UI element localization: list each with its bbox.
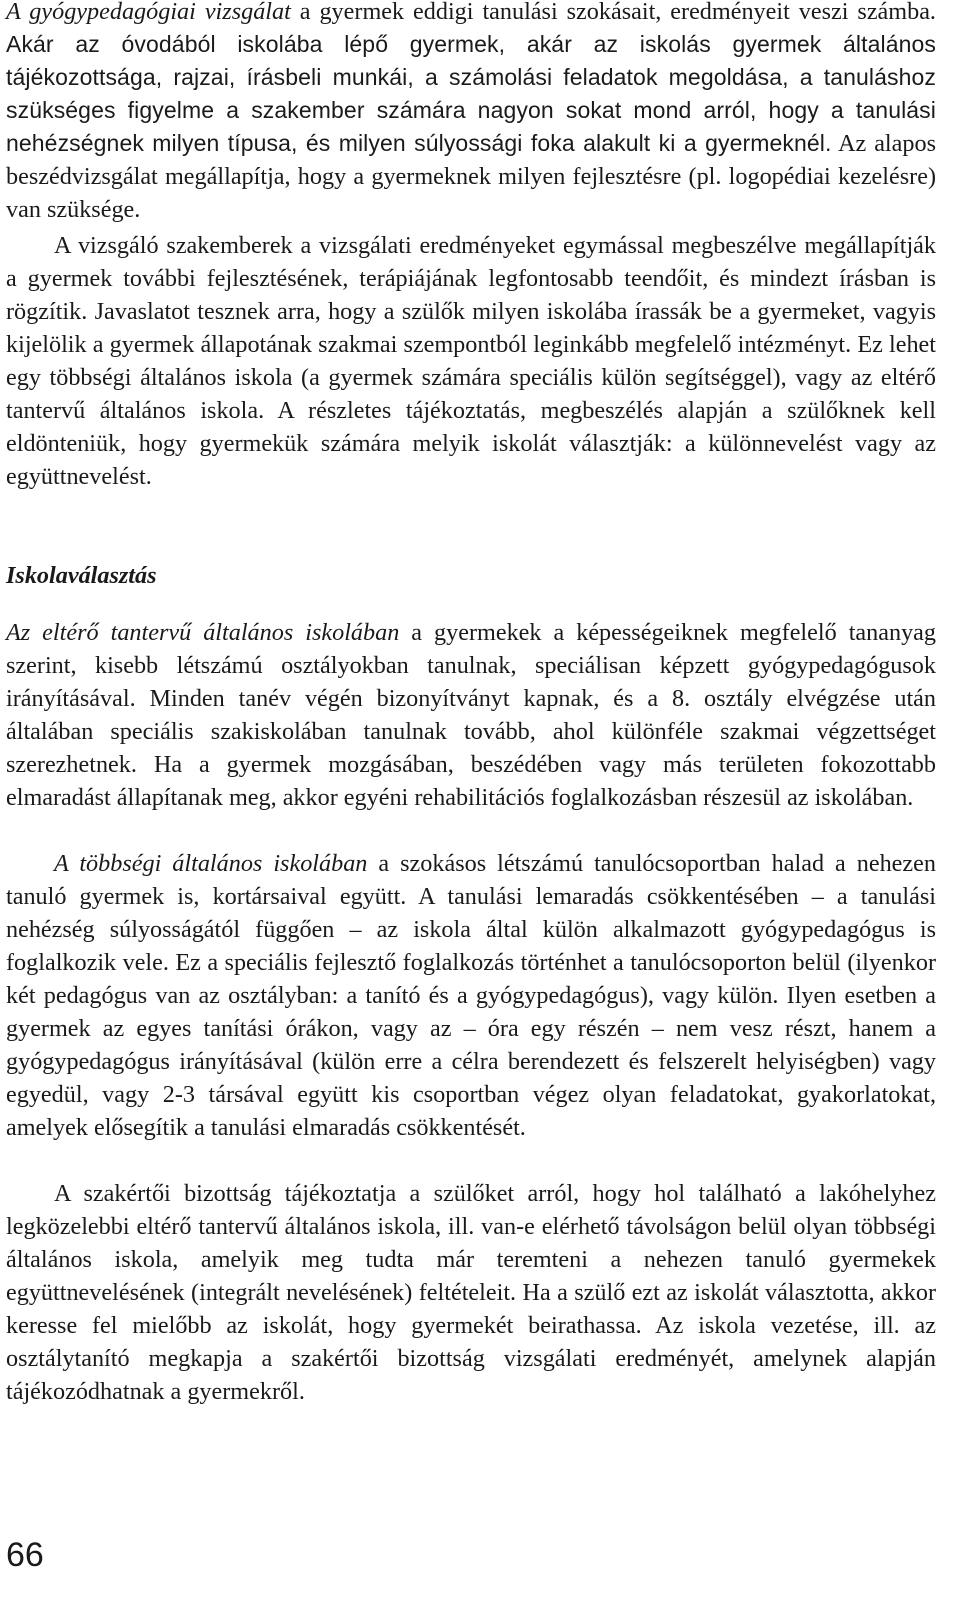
paragraph-lead-italic: Az eltérő tantervű általános iskolában [6,619,400,646]
paragraph-lead-italic: A gyógypedagógiai vizsgálat [6,0,291,25]
section-heading: Iskolaválasztás [6,562,157,589]
paragraph-exam [6,0,936,226]
paragraph-committee-info [6,1177,936,1408]
page-number: 66 [6,1536,44,1574]
paragraph-text: a szokásos létszámú tanulócsoportban halad a nehezen tanuló gyermek is, kortársaival együtt. A tanulási lemaradás csökkentésében – a tanulási nehézség súlyosságától függően – az iskola által külön alkalmazott gyógypedagógus is foglalkozik vele. Ez a speciális fejlesztő foglalkozás történhet a tanulócsoporton belül (ilyenkor két pedagógus van az osztályban: a tanító és a gyógypedagógus), vagy külön. Ilyen esetben a gyermek az egyes tanítási órákon, vagy az – óra egy részén – nem vesz részt, hanem a gyógypedagógus irányításával (külön erre a célra berendezett és felszerelt helyiségben) vagy egyedül, vagy 2-3 társával együtt kis csoportban végez olyan feladatokat, gyakorlatokat, amelyek elősegítik a tanulási elmaradás csökkentését. [6,850,936,1141]
paragraph-text: A vizsgáló szakemberek a vizsgálati eredményeket egymással megbeszélve megállapítják a gyermek további fejlesztésének, terápiájának legfontosabb teendőit, és mindezt írásban is rögzítik. Javaslatot tesznek arra, hogy a szülők milyen iskolába írassák be a gyermeket, vagyis kijelölik a gyermek állapotának szakmai szempontból leginkább megfelelő intézményt. Ez lehet egy többségi általános iskola (a gyermek számára speciális külön segítséggel), vagy az eltérő tantervű általános iskola. A részletes tájékoztatás, megbeszélés alapján a szülőknek kell eldönteniük, hogy gyermekük számára melyik iskolát választják: a különnevelést vagy az együttnevelést. [6,232,936,490]
paragraph-special-school [6,616,936,814]
paragraph-lead-italic: A többségi általános iskolában [54,850,368,877]
paragraph-mainstream-school [6,847,936,1144]
paragraph-text: a gyermek eddigi tanulási szokásait, eredményeit veszi számba. [290,0,936,25]
paragraph-text: a gyermekek a képességeiknek megfelelő tananyag szerint, kisebb létszámú osztályokban tanulnak, speciálisan képzett gyógypedagógusok irányításával. Minden tanév végén bizonyítványt kapnak, és a 8. osztály elvégzése után általában speciális szakiskolában tanulnak tovább, ahol különféle szakmai végzettséget szerezhetnek. Ha a gyermek mozgásában, beszédében vagy más területen fokozottabb elmaradást állapítanak meg, akkor egyéni rehabilitációs foglalkozásban részesül az iskolában. [6,619,937,811]
paragraph-text-sans: Akár az óvodából iskolába lépő gyermek, akár az iskolás gyermek általános tájékozottsága, rajzai, írásbeli munkái, a számolási feladatok megoldása, a tanuláshoz szükséges figyelme a szakember számára nagyon sokat mond arról, hogy a tanulási nehézségnek milyen típusa, és milyen súlyossági foka alakult ki a gyermeknél. [6,31,936,156]
paragraph-text: A szakértői bizottság tájékoztatja a szülőket arról, hogy hol található a lakóhelyhez legközelebbi eltérő tantervű általános iskola, ill. van-e elérhető távolságon belül olyan többségi általános iskola, amelyik meg tudta már teremteni a nehezen tanuló gyermekek együttnevelésének (integrált nevelésének) feltételeit. Ha a szülő ezt az iskolát választotta, akkor keresse fel mielőbb az iskolát, hogy gyermekét beirathassa. Az iskola vezetése, ill. az osztálytanító megkapja a szakértői bizottság vizsgálati eredményét, amelynek alapján tájékozódhatnak a gyermekről. [6,1180,936,1405]
paragraph-text: Az alapos beszédvizsgálat megállapítja, hogy a gyermeknek milyen fejlesztésre (pl. logopédiai kezelésre) van szüksége. [6,130,936,223]
paragraph-recommendation [6,229,936,493]
